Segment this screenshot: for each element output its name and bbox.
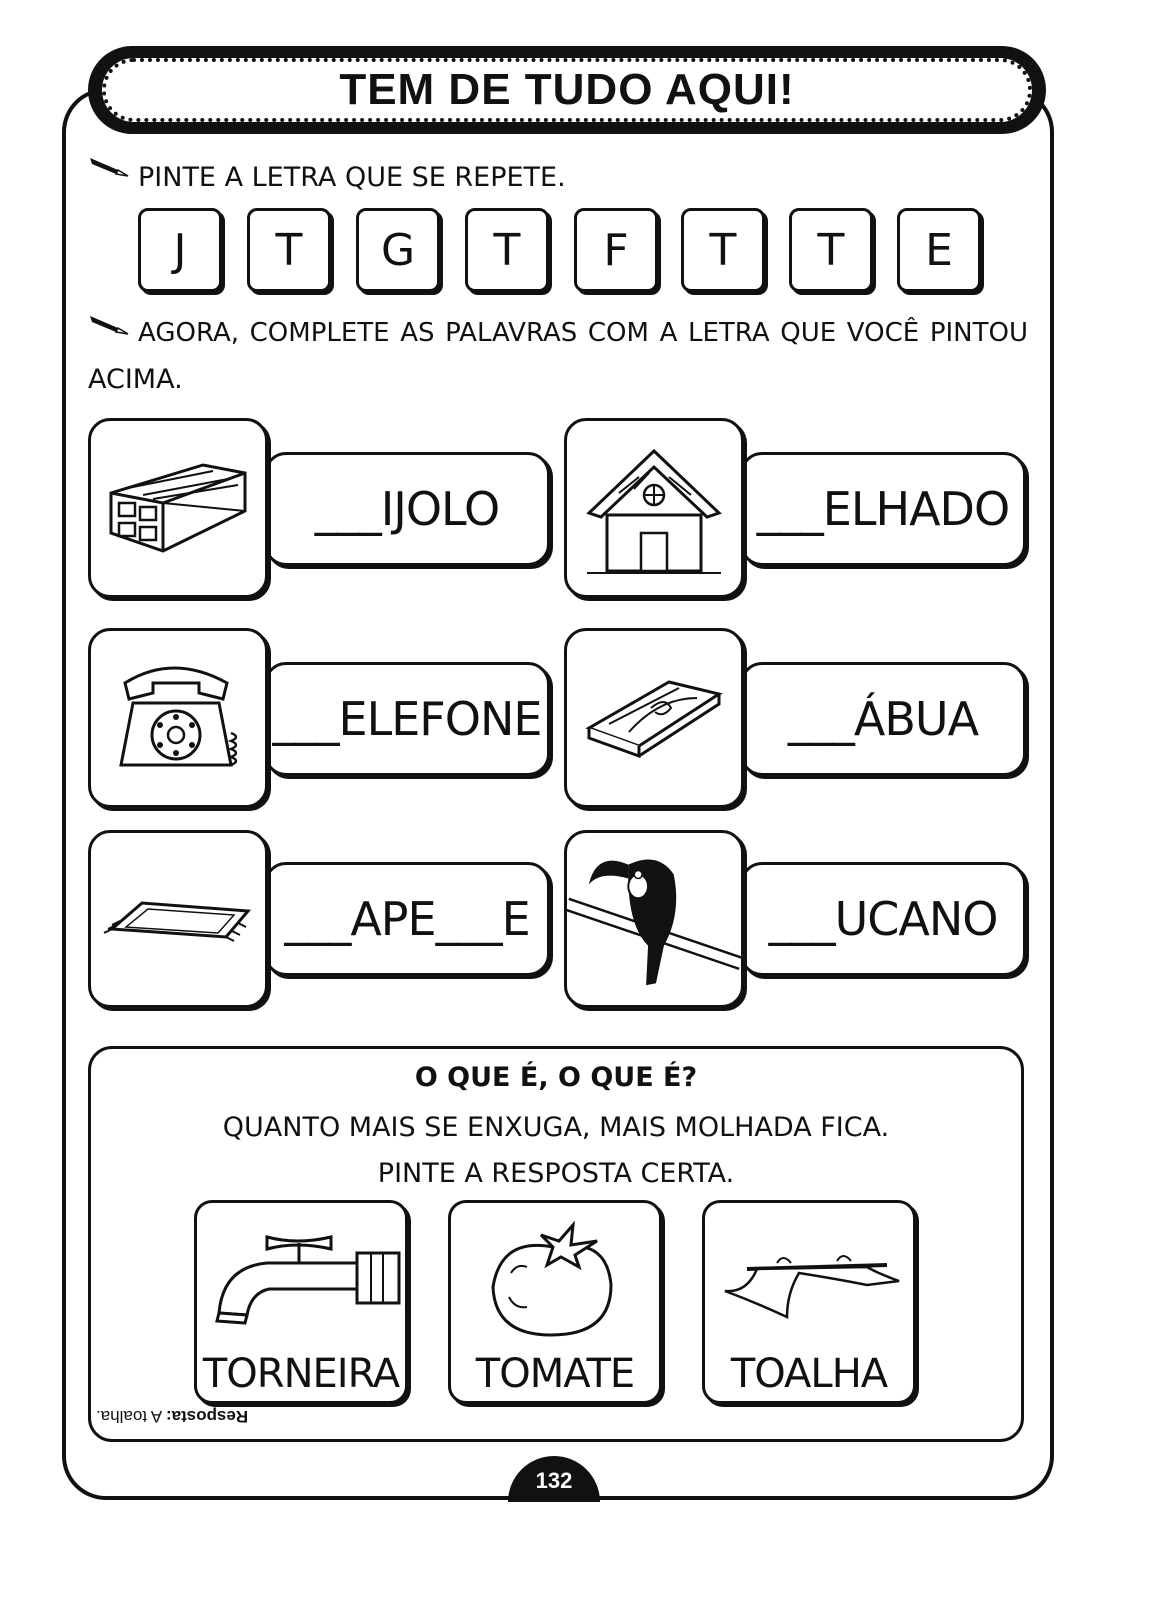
picture-box [564, 830, 744, 1008]
house-icon [579, 433, 729, 583]
answer-note-label: Resposta: [165, 1407, 249, 1426]
picture-box [88, 628, 268, 808]
picture-box [564, 418, 744, 598]
answer-option-torneira[interactable] [194, 1200, 408, 1404]
instruction-complete-words-cont: ACIMA. [88, 364, 183, 395]
answer-note-text: A toalha. [96, 1407, 166, 1426]
word-text: ___UCANO [768, 892, 998, 946]
answer-label: TOALHA [730, 1351, 888, 1397]
word-text: ___ELEFONE [272, 692, 542, 746]
answer-label: TORNEIRA [202, 1351, 400, 1397]
faucet-icon [207, 1223, 403, 1333]
answer-option-toalha[interactable] [702, 1200, 916, 1404]
word-text: ___IJOLO [314, 482, 500, 536]
letter-box[interactable] [681, 208, 765, 292]
letter-box[interactable] [247, 208, 331, 292]
riddle-heading: O QUE É, O QUE É? [414, 1062, 698, 1093]
riddle-question: QUANTO MAIS SE ENXUGA, MAIS MOLHADA FICA. [222, 1112, 890, 1143]
letter: E [925, 224, 953, 276]
letter-box[interactable] [138, 208, 222, 292]
towel-icon [717, 1243, 907, 1323]
telephone-icon [103, 653, 253, 783]
rug-icon [98, 889, 258, 949]
word-field[interactable] [264, 862, 550, 976]
riddle-prompt: PINTE A RESPOSTA CERTA. [377, 1158, 735, 1189]
instruction-repeat-letter: PINTE A LETRA QUE SE REPETE. [138, 162, 566, 193]
word-field[interactable] [264, 662, 550, 776]
letter: T [817, 224, 845, 276]
letter-box[interactable] [897, 208, 981, 292]
answer-option-tomate[interactable] [448, 1200, 662, 1404]
letter-box[interactable] [356, 208, 440, 292]
letter-box[interactable] [574, 208, 658, 292]
letter-box[interactable] [465, 208, 549, 292]
letter: T [709, 224, 737, 276]
letter: T [493, 224, 521, 276]
picture-box [564, 628, 744, 808]
word-field[interactable] [740, 452, 1026, 566]
picture-box [88, 830, 268, 1008]
word-text: ___ELHADO [756, 482, 1010, 536]
tomato-icon [481, 1217, 631, 1347]
pencil-icon [88, 310, 132, 336]
toucan-icon [567, 834, 741, 1004]
letter: T [275, 224, 303, 276]
page-title: TEM DE TUDO AQUI! [339, 65, 795, 114]
word-text: ___APE___E [284, 892, 530, 946]
word-field[interactable] [264, 452, 550, 566]
answer-label: TOMATE [475, 1351, 635, 1397]
word-field[interactable] [740, 862, 1026, 976]
answer-note [96, 1406, 248, 1426]
pencil-icon [88, 152, 132, 178]
letter: G [380, 224, 416, 276]
instruction-complete-words: AGORA, COMPLETE AS PALAVRAS COM A LETRA QUE VOCÊ PINTOU [138, 318, 1028, 348]
brick-icon [103, 453, 253, 563]
letter: F [603, 224, 629, 276]
page-number: 132 [508, 1456, 600, 1502]
word-text: ___ÁBUA [787, 692, 979, 746]
letter: J [173, 224, 187, 276]
word-field[interactable] [740, 662, 1026, 776]
picture-box [88, 418, 268, 598]
letter-box[interactable] [789, 208, 873, 292]
plank-icon [579, 668, 729, 768]
